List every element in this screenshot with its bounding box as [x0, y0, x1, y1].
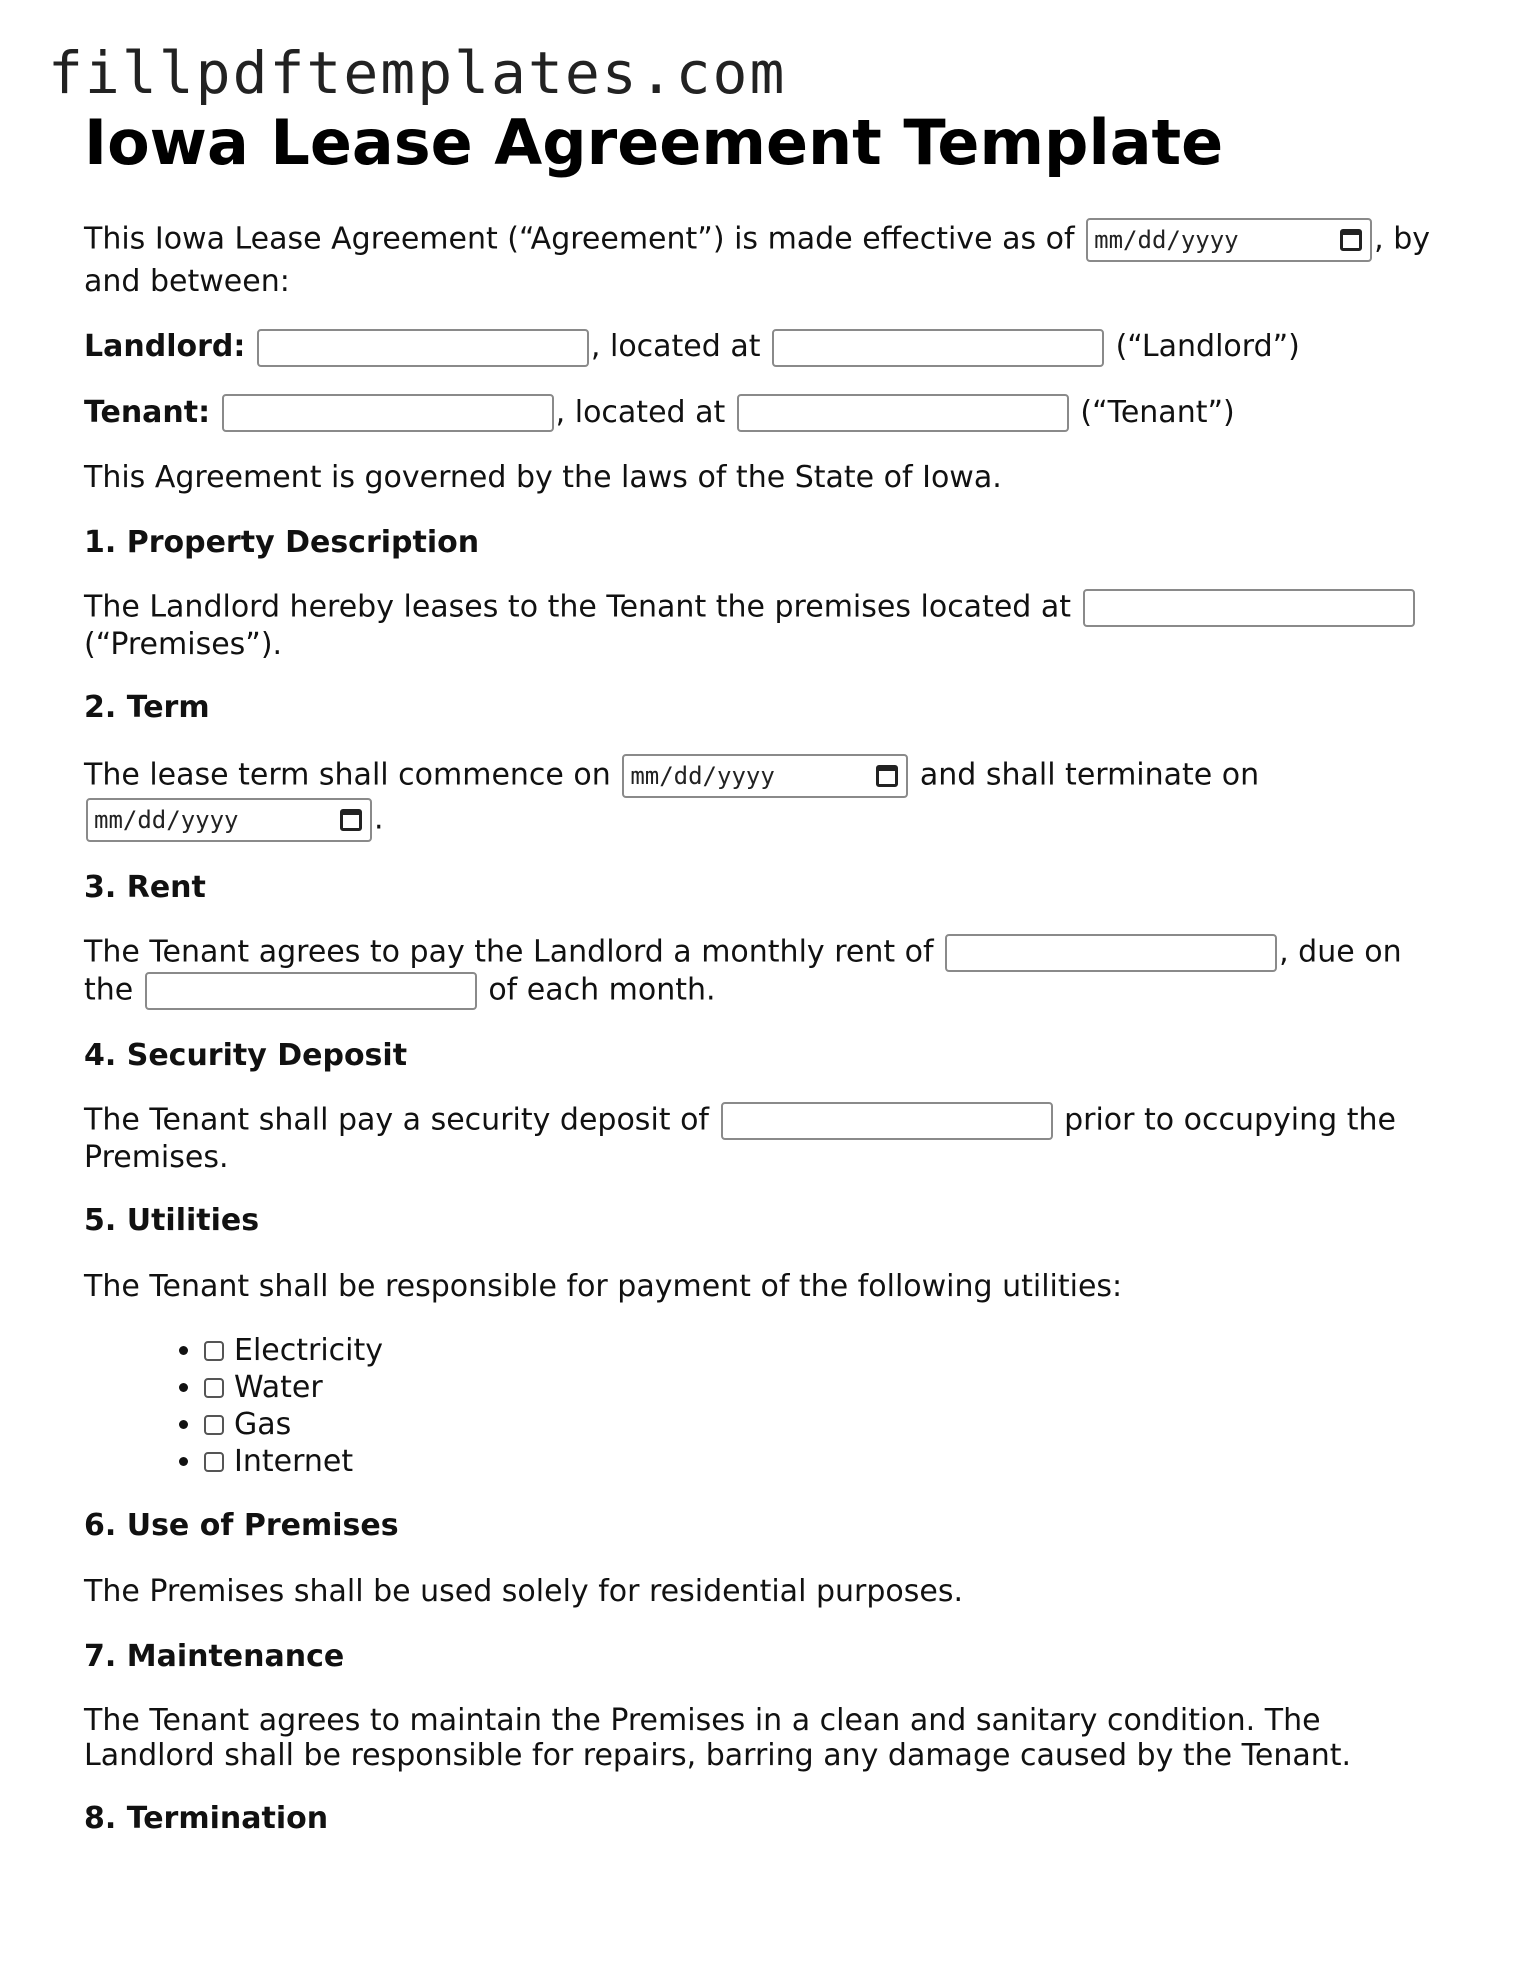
- lease-document: [84, 108, 1434, 1865]
- internet-checkbox[interactable]: [204, 1452, 224, 1472]
- utilities-paragraph: The Tenant shall be responsible for payment of the following utilities:: [84, 1269, 1123, 1304]
- section-heading-termination: 8. Termination: [84, 1801, 329, 1836]
- landlord-name-input[interactable]: [257, 329, 589, 367]
- calendar-icon[interactable]: [876, 765, 898, 787]
- utility-label: Water: [234, 1370, 323, 1405]
- premises-address-input[interactable]: [1083, 589, 1415, 627]
- rent-paragraph: [84, 934, 1434, 1010]
- water-checkbox[interactable]: [204, 1378, 224, 1398]
- tenant-name-input[interactable]: [222, 394, 554, 432]
- section-heading-term: 2. Term: [84, 690, 210, 725]
- rent-due-day-input[interactable]: [145, 972, 477, 1010]
- rent-text-middle: , due on the: [84, 934, 1402, 1008]
- property-paragraph: [84, 589, 1434, 662]
- section-heading-deposit: 4. Security Deposit: [84, 1038, 408, 1073]
- section-heading-rent: 3. Rent: [84, 870, 206, 905]
- deposit-text: The Tenant shall pay a security deposit of: [84, 1102, 719, 1138]
- term-start-date-input[interactable]: [622, 754, 908, 798]
- utility-label: Internet: [234, 1444, 354, 1479]
- use-paragraph: The Premises shall be used solely for residential purposes.: [84, 1574, 963, 1609]
- property-text-end: (“Premises”).: [84, 627, 283, 662]
- deposit-paragraph: [84, 1102, 1434, 1175]
- landlord-address-input[interactable]: [772, 329, 1104, 367]
- landlord-suffix: (“Landlord”): [1115, 329, 1300, 364]
- utility-label: Electricity: [234, 1333, 384, 1368]
- effective-date-input[interactable]: [1086, 218, 1372, 262]
- property-text: The Landlord hereby leases to the Tenant the premises located at: [84, 589, 1081, 625]
- page-title: Iowa Lease Agreement Template: [84, 106, 1224, 179]
- landlord-line: [84, 327, 1434, 367]
- date-placeholder: mm/dd/yyyy: [94, 805, 239, 834]
- security-deposit-input[interactable]: [721, 1102, 1053, 1140]
- rent-text-end: of each month.: [478, 972, 716, 1008]
- term-text-end: .: [374, 801, 384, 837]
- maintenance-paragraph: The Tenant agrees to maintain the Premises in a clean and sanitary condition. The Landlord shall be responsible for repairs, barring any damage caused by the Tenant.: [84, 1703, 1352, 1773]
- section-heading-use: 6. Use of Premises: [84, 1508, 399, 1543]
- monthly-rent-input[interactable]: [945, 934, 1277, 972]
- deposit-text-end: prior to occupying the Premises.: [84, 1102, 1396, 1175]
- tenant-address-input[interactable]: [737, 394, 1069, 432]
- list-item: [204, 1443, 1434, 1480]
- calendar-icon[interactable]: [1340, 229, 1362, 251]
- landlord-label: Landlord:: [84, 329, 246, 364]
- list-item: [204, 1406, 1434, 1443]
- tenant-line: [84, 393, 1434, 433]
- date-placeholder: mm/dd/yyyy: [630, 761, 775, 790]
- section-heading-utilities: 5. Utilities: [84, 1203, 260, 1238]
- rent-text: The Tenant agrees to pay the Landlord a monthly rent of: [84, 934, 944, 970]
- date-placeholder: mm/dd/yyyy: [1094, 225, 1239, 254]
- utility-label: Gas: [234, 1407, 292, 1442]
- electricity-checkbox[interactable]: [204, 1341, 224, 1361]
- list-item: [204, 1332, 1434, 1369]
- intro-paragraph: [84, 218, 1434, 301]
- landlord-located-at: , located at: [590, 329, 761, 364]
- tenant-suffix: (“Tenant”): [1080, 394, 1235, 430]
- section-heading-property: 1. Property Description: [84, 525, 480, 560]
- term-text: The lease term shall commence on: [84, 757, 621, 793]
- intro-text: This Iowa Lease Agreement (“Agreement”) is made effective as of: [84, 221, 1085, 257]
- watermark-text: fillpdftemplates.com: [48, 39, 787, 107]
- governing-law: This Agreement is governed by the laws of the State of Iowa.: [84, 460, 1002, 495]
- utilities-list: [84, 1332, 1434, 1480]
- term-text-middle: and shall terminate on: [910, 757, 1260, 793]
- term-paragraph: [84, 754, 1434, 842]
- intro-text-end: , by and between:: [84, 221, 1431, 299]
- calendar-icon[interactable]: [340, 809, 362, 831]
- tenant-located-at: , located at: [555, 394, 726, 430]
- term-end-date-input[interactable]: [86, 798, 372, 842]
- section-heading-maintenance: 7. Maintenance: [84, 1639, 345, 1674]
- list-item: [204, 1369, 1434, 1406]
- gas-checkbox[interactable]: [204, 1415, 224, 1435]
- tenant-label: Tenant:: [84, 394, 211, 430]
